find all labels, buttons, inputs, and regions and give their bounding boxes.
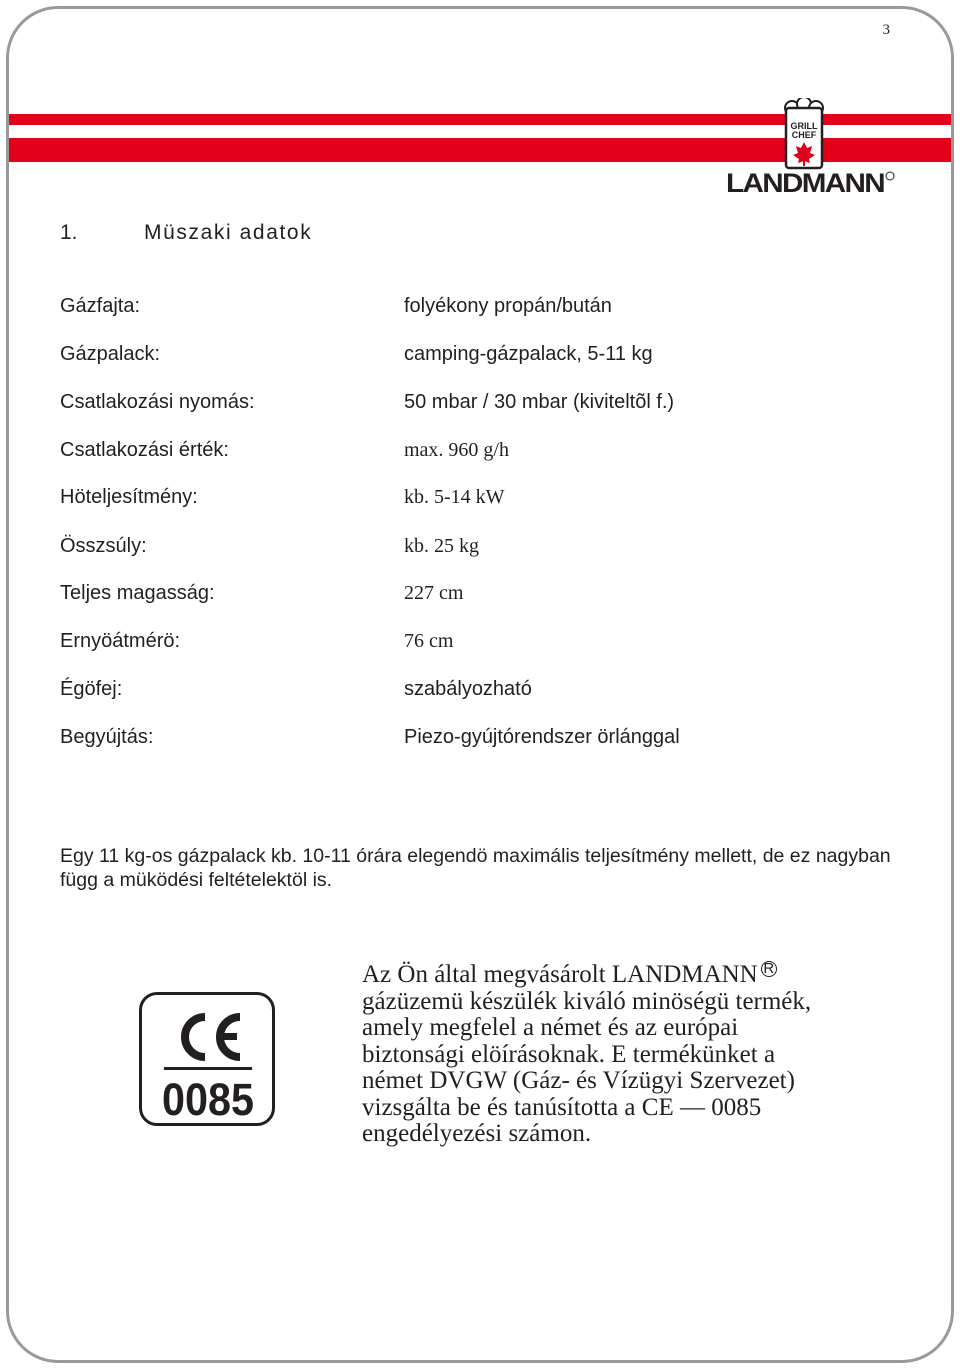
spec-label: Összsúly:: [60, 535, 147, 557]
certification-text-rest: gázüzemü készülék kiváló minöségü termék, amely megfelel a német és az európai biztonsági elöírásoknak. E termékünket a német DVGW (Gáz- és Vízügyi Szervezet) vizsgálta be és tanúsította a CE — 0085 engedélyezési számon.: [362, 987, 812, 1147]
spec-value: camping-gázpalack, 5-11 kg: [404, 343, 653, 365]
spec-label: Ernyöátmérö:: [60, 630, 181, 652]
landmann-wordmark: LANDMANN: [726, 168, 884, 198]
certification-text-start: Az Ön által megvásárolt LANDMANN: [362, 961, 758, 988]
spec-label: Csatlakozási érték:: [60, 439, 229, 461]
spec-value: max. 960 g/h: [404, 439, 509, 461]
badge-line1: GRILL: [790, 121, 818, 131]
spec-label: Égöfej:: [60, 678, 123, 700]
spec-value: 227 cm: [404, 582, 464, 604]
ce-mark-box: [139, 992, 275, 1126]
spec-value: kb. 25 kg: [404, 535, 479, 557]
spec-value: 50 mbar / 30 mbar (kiviteltõl f.): [404, 391, 675, 413]
spec-value: kb. 5-14 kW: [404, 486, 505, 508]
badge-line2: CHEF: [791, 130, 817, 140]
section-heading: [60, 221, 312, 245]
spec-label: Höteljesítmény:: [60, 486, 198, 508]
spec-value: 76 cm: [404, 630, 454, 652]
section-title: Müszaki adatok: [144, 221, 313, 244]
landmann-logo: [722, 98, 897, 198]
runtime-note: Egy 11 kg-os gázpalack kb. 10-11 órára elegendö maximális teljesítmény mellett, de ez nagyban függ a müködési feltételektöl is.: [60, 845, 891, 891]
spec-value: folyékony propán/bután: [404, 295, 612, 317]
section-number: 1.: [60, 221, 78, 244]
ce-mark-icon: [142, 995, 272, 1123]
ce-number: 0085: [162, 1074, 254, 1123]
page-number: 3: [882, 22, 890, 38]
spec-label: Gázfajta:: [60, 295, 141, 317]
certification-text: [362, 962, 832, 1148]
spec-label: Csatlakozási nyomás:: [60, 391, 255, 413]
spec-label: Teljes magasság:: [60, 582, 215, 604]
spec-label: Gázpalack:: [60, 343, 161, 365]
spec-value: szabályozható: [404, 678, 532, 700]
spec-value: Piezo-gyújtórendszer örlánggal: [404, 726, 680, 748]
registered-mark: R: [761, 961, 777, 977]
grill-chef-badge-icon: [785, 98, 823, 168]
spec-label: Begyújtás:: [60, 726, 154, 748]
